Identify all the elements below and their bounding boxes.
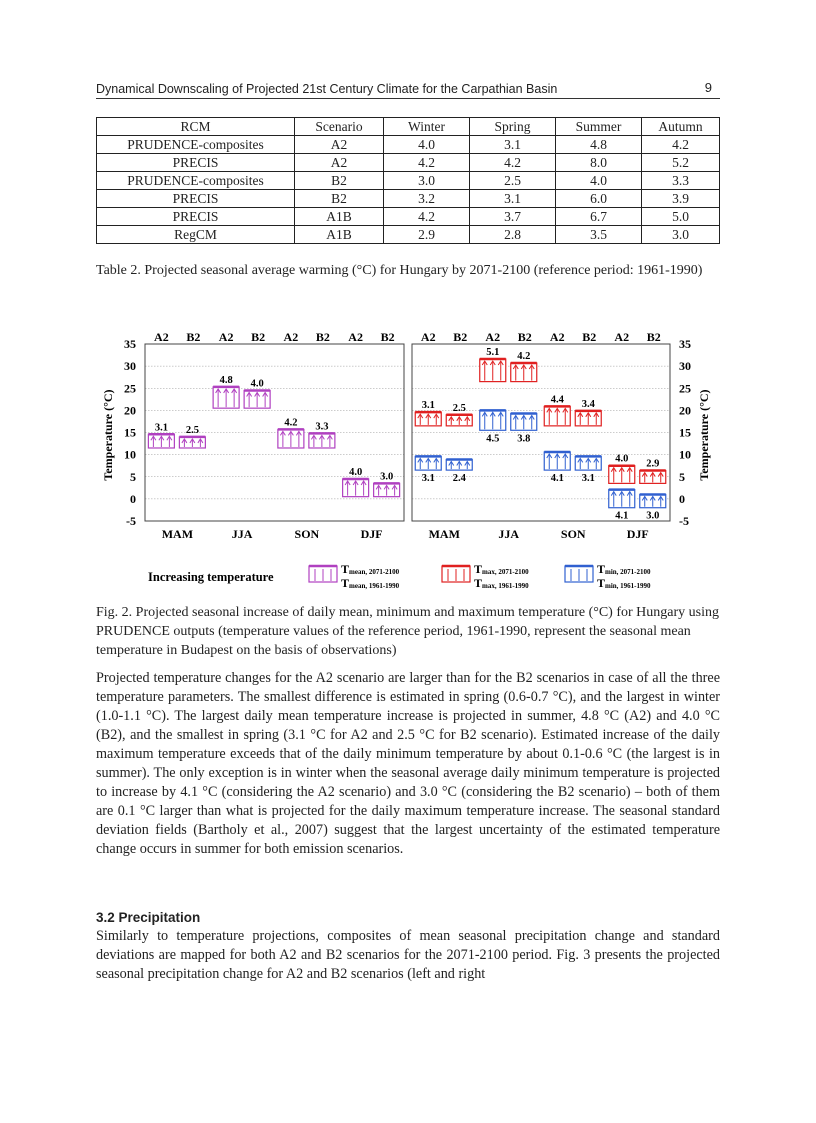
temperature-chart <box>96 328 720 600</box>
table-header-row <box>97 118 720 136</box>
y-tick-label-right: 35 <box>679 337 691 351</box>
table-cell: 6.0 <box>556 190 642 208</box>
table-cell: A2 <box>295 154 384 172</box>
legend-top-sub: mean, 2071-2100 <box>349 568 400 576</box>
table-cell: PRUDENCE-composites <box>97 172 295 190</box>
scenario-label-a2: A2 <box>283 330 299 344</box>
scenario-label-b2: B2 <box>517 330 532 344</box>
increase-label: 3.1 <box>421 473 435 485</box>
col-header: Summer <box>556 118 642 136</box>
col-header: RCM <box>97 118 295 136</box>
scenario-label-b2: B2 <box>186 330 201 344</box>
legend-bottom-symbol: T <box>474 576 483 590</box>
table-cell: PRUDENCE-composites <box>97 136 295 154</box>
increase-label: 4.5 <box>486 433 500 445</box>
increase-label: 2.9 <box>646 458 660 470</box>
legend-bottom-sub: mean, 1961-1990 <box>349 582 400 590</box>
page-number: 9 <box>704 80 712 95</box>
table-row <box>97 190 720 208</box>
increase-label: 3.1 <box>154 422 168 434</box>
table-cell: 3.7 <box>470 208 556 226</box>
table-row <box>97 154 720 172</box>
scenario-label-b2: B2 <box>315 330 330 344</box>
increase-label: 4.1 <box>615 510 629 522</box>
table-cell: 3.3 <box>642 172 720 190</box>
scenario-label-a2: A2 <box>614 330 630 344</box>
table-cell: 2.9 <box>384 226 470 244</box>
increase-label: 3.1 <box>581 473 595 485</box>
warming-table <box>96 117 720 244</box>
y-tick-label-right: 15 <box>679 425 691 440</box>
y-tick-label-right: 5 <box>679 469 685 484</box>
col-header: Autumn <box>642 118 720 136</box>
table-cell: 4.0 <box>556 172 642 190</box>
increase-label: 3.8 <box>517 433 531 445</box>
increase-label: 2.5 <box>452 402 466 414</box>
table-cell: 2.8 <box>470 226 556 244</box>
legend-bottom-symbol: T <box>597 576 606 590</box>
y-tick-label: 0 <box>130 491 136 506</box>
scenario-label-b2: B2 <box>380 330 395 344</box>
increase-label: 2.5 <box>185 424 199 436</box>
running-header <box>96 80 720 99</box>
table-cell: A1B <box>295 208 384 226</box>
table-cell: A2 <box>295 136 384 154</box>
table-cell: 4.0 <box>384 136 470 154</box>
y-tick-label-right: 30 <box>679 359 691 374</box>
table-cell: 5.2 <box>642 154 720 172</box>
paragraph-precipitation: Similarly to temperature projections, composites of mean seasonal precipitation change and standard deviations are mapped for both A2 and B2 scenarios for the 2071-2100 period. Fig. 3 presents the projected seasonal precipitation change for A2 and B2 scenarios (left and right <box>96 928 720 982</box>
col-header: Winter <box>384 118 470 136</box>
table-cell: 3.2 <box>384 190 470 208</box>
increase-label: 2.4 <box>452 473 466 485</box>
y-tick-label-right: 10 <box>679 447 691 462</box>
season-label: MAM <box>161 527 194 541</box>
increase-label: 4.2 <box>517 351 531 363</box>
increase-label: 4.0 <box>349 466 363 478</box>
y-axis-label: Temperature (°C) <box>101 389 115 481</box>
increase-label: 4.8 <box>219 374 233 386</box>
increase-label: 4.4 <box>550 394 564 406</box>
increase-label: 4.1 <box>550 473 564 485</box>
table-cell: 4.8 <box>556 136 642 154</box>
table-row <box>97 226 720 244</box>
table-cell: 2.5 <box>470 172 556 190</box>
y-tick-label-right: 0 <box>679 491 685 506</box>
legend-title: Increasing temperature <box>148 570 274 584</box>
y-tick-label-right: 20 <box>679 403 691 418</box>
table-row <box>97 172 720 190</box>
scenario-label-a2: A2 <box>485 330 501 344</box>
scenario-label-b2: B2 <box>453 330 468 344</box>
table-cell: 5.0 <box>642 208 720 226</box>
table-cell: 6.7 <box>556 208 642 226</box>
table-cell: 4.2 <box>384 208 470 226</box>
y-tick-label: 30 <box>124 359 136 374</box>
table-cell: 3.1 <box>470 136 556 154</box>
figure-caption: Fig. 2. Projected seasonal increase of daily mean, minimum and maximum temperature (°C) for Hungary using PRUDENCE outputs (temperature values of the reference period, 1961-1990, represent the seasonal mean temperature in Budapest on the basis of observations) <box>96 605 719 658</box>
table-cell: RegCM <box>97 226 295 244</box>
season-label: SON <box>560 527 586 541</box>
y-tick-label: 25 <box>124 381 136 396</box>
season-label: DJF <box>360 527 383 541</box>
table-cell: PRECIS <box>97 208 295 226</box>
table-cell: PRECIS <box>97 154 295 172</box>
table-cell: 3.0 <box>642 226 720 244</box>
season-label: JJA <box>231 527 253 541</box>
scenario-label-a2: A2 <box>420 330 436 344</box>
y-axis-label-right: Temperature (°C) <box>697 389 711 481</box>
table-cell: 3.9 <box>642 190 720 208</box>
increase-label: 3.3 <box>315 421 329 433</box>
scenario-label-b2: B2 <box>251 330 266 344</box>
legend-bottom-sub: max, 1961-1990 <box>482 582 529 590</box>
col-header: Scenario <box>295 118 384 136</box>
legend-top-symbol: T <box>597 562 606 576</box>
y-tick-label-right: -5 <box>679 514 689 528</box>
table-cell: 8.0 <box>556 154 642 172</box>
legend-top-symbol: T <box>474 562 483 576</box>
y-tick-label: -5 <box>126 514 136 528</box>
table-cell: 3.1 <box>470 190 556 208</box>
y-tick-label: 35 <box>124 337 136 351</box>
legend-bottom-symbol: T <box>341 576 350 590</box>
increase-label: 3.0 <box>646 510 660 522</box>
increase-label: 4.0 <box>250 378 264 390</box>
scenario-label-a2: A2 <box>154 330 169 344</box>
y-tick-label: 5 <box>130 469 136 484</box>
legend-top-symbol: T <box>341 562 350 576</box>
table-cell: 4.2 <box>384 154 470 172</box>
table-cell: B2 <box>295 172 384 190</box>
table-row <box>97 136 720 154</box>
y-tick-label-right: 25 <box>679 381 691 396</box>
section-heading: 3.2 Precipitation <box>96 910 201 925</box>
scenario-label-a2: A2 <box>549 330 565 344</box>
table-caption: Table 2. Projected seasonal average warming (°C) for Hungary by 2071-2100 (reference period: 1961-1990) <box>96 263 703 278</box>
table-cell: PRECIS <box>97 190 295 208</box>
scenario-label-b2: B2 <box>646 330 661 344</box>
table-cell: 4.2 <box>470 154 556 172</box>
running-title: Dynamical Downscaling of Projected 21st Century Climate for the Carpathian Basin <box>96 82 558 96</box>
season-label: MAM <box>428 527 460 541</box>
scenario-label-a2: A2 <box>348 330 363 344</box>
scenario-label-a2: A2 <box>218 330 234 344</box>
col-header: Spring <box>470 118 556 136</box>
increase-label: 4.0 <box>615 453 629 465</box>
scenario-label-b2: B2 <box>582 330 597 344</box>
season-label: DJF <box>626 527 649 541</box>
legend-top-sub: min, 2071-2100 <box>605 568 651 576</box>
season-label: SON <box>294 527 320 541</box>
increase-label: 3.0 <box>380 471 394 483</box>
increase-label: 4.2 <box>284 417 298 429</box>
table-cell: 3.5 <box>556 226 642 244</box>
increase-label: 3.4 <box>581 398 595 410</box>
increase-label: 3.1 <box>421 400 435 412</box>
y-tick-label: 20 <box>124 403 136 418</box>
y-tick-label: 10 <box>124 447 136 462</box>
paragraph-temperature: Projected temperature changes for the A2 scenario are larger than for the B2 scenarios in case of all the three temperature parameters. The smallest difference is estimated in spring (0.6-0.7 °C), and the largest in winter (1.0-1.1 °C). The largest daily mean temperature increase is projected in summer, 4.8 °C (A2) and 4.0 °C (B2), and the smallest in spring (3.1 °C for A2 and 2.5 °C for B2 scenario). Estimated increase of the daily maximum temperature exceeds that of the daily minimum temperature by about 0.1-0.6 °C (the largest is in summer). The only exception is in winter when the seasonal average daily minimum temperature is projected to increase by 4.1 °C (considering the A2 scenario) and 3.0 °C (considering the B2 scenario) – both of them are 0.1 °C larger than what is projected for the daily maximum temperature increase. The seasonal standard deviation fields (Bartholy et al., 2007) suggest that the largest uncertainty of the estimated temperature change occurs in summer for both emission scenarios. <box>96 670 720 857</box>
y-tick-label: 15 <box>124 425 136 440</box>
table-cell: B2 <box>295 190 384 208</box>
table-cell: 4.2 <box>642 136 720 154</box>
table-cell: A1B <box>295 226 384 244</box>
season-label: JJA <box>498 527 520 541</box>
legend-bottom-sub: min, 1961-1990 <box>605 582 651 590</box>
legend-top-sub: max, 2071-2100 <box>482 568 529 576</box>
table-cell: 3.0 <box>384 172 470 190</box>
increase-label: 5.1 <box>486 347 500 359</box>
table-row <box>97 208 720 226</box>
